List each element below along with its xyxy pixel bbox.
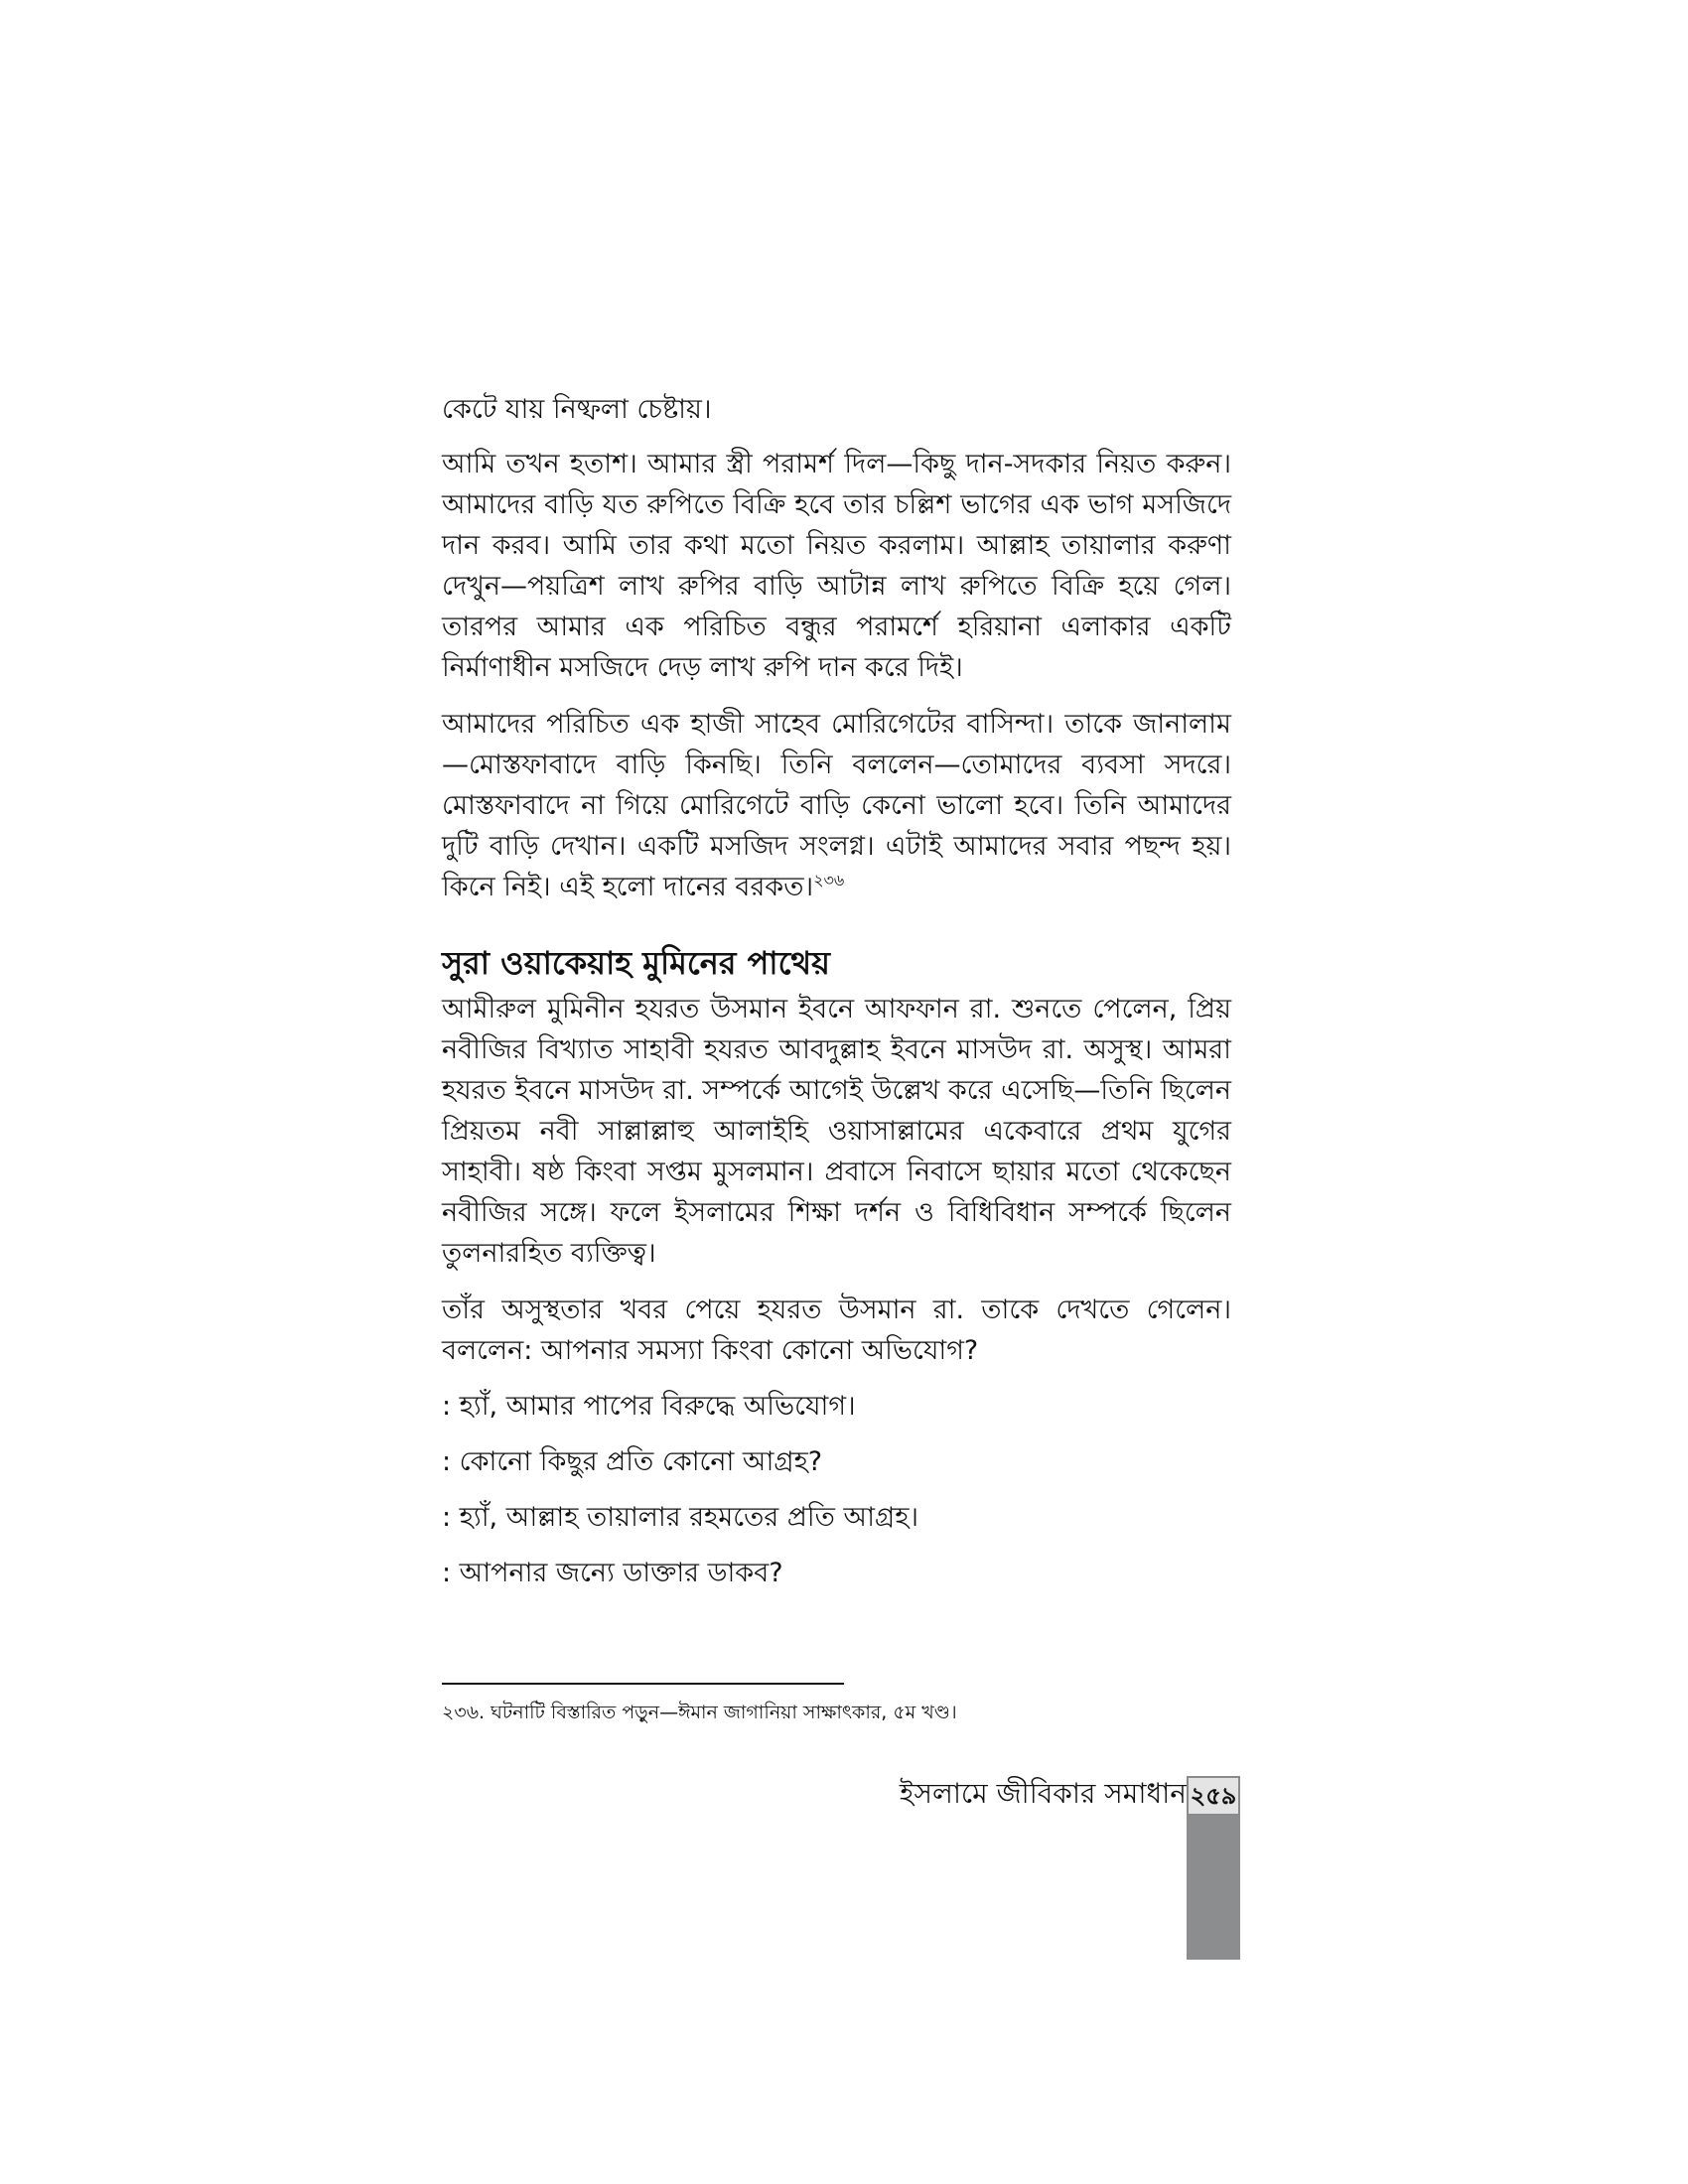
thumb-index-tab bbox=[1187, 1816, 1240, 1960]
paragraph-uthman-visit: আমীরুল মুমিনীন হযরত উসমান ইবনে আফফান রা. শুনতে পেলেন, প্রিয় নবীজির বিখ্যাত সাহাবী হযরত আবদুল্লাহ ইবনে মাসউদ রা. অসুস্থ। আমরা হযরত ইবনে মাসউদ রা. সম্পর্কে আগেই উল্লেখ করে এসেছি—তিনি ছিলেন প্রিয়তম নবী সাল্লাল্লাহু আলাইহি ওয়াসাল্লামের একেবারে প্রথম যুগের সাহাবী। ষষ্ঠ কিংবা সপ্তম মুসলমান। প্রবাসে নিবাসে ছায়ার মতো থেকেছেন নবীজির সঙ্গে। ফলে ইসলামের শিক্ষা দর্শন ও বিধিবিধান সম্পর্কে ছিলেন তুলনারহিত ব্যক্তিত্ব। bbox=[442, 994, 1231, 1269]
page-number: ২৫৯ bbox=[1187, 1776, 1240, 1816]
footnote-reference: ২৩৬ bbox=[813, 871, 845, 889]
dialog-line: : কোনো কিছুর প্রতি কোনো আগ্রহ? bbox=[442, 1446, 823, 1477]
running-footer-title: ইসলামে জীবিকার সমাধান bbox=[899, 1777, 1187, 1810]
paragraph-house-purchase bbox=[442, 704, 1231, 907]
paragraph-illness-news: তাঁর অসুস্থতার খবর পেয়ে হযরত উসমান রা. তাকে দেখতে গেলেন। বললেন: আপনার সমস্যা কিংবা কোনো অভিযোগ? bbox=[442, 1295, 1231, 1366]
footnote: ২৩৬. ঘটনাটি বিস্তারিত পড়ুন—ঈমান জাগানিয়া সাক্ষাৎকার, ৫ম খণ্ড। bbox=[442, 1702, 957, 1723]
footnote-divider bbox=[442, 1683, 844, 1685]
section-heading: সুরা ওয়াকেয়াহ মুমিনের পাথেয় bbox=[442, 944, 830, 982]
dialog-line: : আপনার জন্যে ডাক্তার ডাকব? bbox=[442, 1558, 783, 1588]
main-text bbox=[442, 389, 1231, 1609]
paragraph-donation: আমি তখন হতাশ। আমার স্ত্রী পরামর্শ দিল—কিছু দান-সদকার নিয়ত করুন। আমাদের বাড়ি যত রুপিতে বিক্রি হবে তার চল্লিশ ভাগের এক ভাগ মসজিদে দান করব। আমি তার কথা মতো নিয়ত করলাম। আল্লাহ তায়ালার করুণা দেখুন—পয়ত্রিশ লাখ রুপির বাড়ি আটান্ন লাখ রুপিতে বিক্রি হয়ে গেল। তারপর আমার এক পরিচিত বন্ধুর পরামর্শে হরিয়ানা এলাকার একটি নির্মাণাধীন মসজিদে দেড় লাখ রুপি দান করে দিই। bbox=[442, 449, 1231, 683]
paragraph-house-purchase-text: আমাদের পরিচিত এক হাজী সাহেব মোরিগেটের বাসিন্দা। তাকে জানালাম—মোস্তফাবাদে বাড়ি কিনছি। তিনি বললেন—তোমাদের ব্যবসা সদরে। মোস্তফাবাদে না গিয়ে মোরিগেটে বাড়ি কেনো ভালো হবে। তিনি আমাদের দুটি বাড়ি দেখান। একটি মসজিদ সংলগ্ন। এটাই আমাদের সবার পছন্দ হয়। কিনে নিই। এই হলো দানের বরকত। bbox=[442, 709, 1231, 902]
dialog-line: : হ্যাঁ, আমার পাপের বিরুদ্ধে অভিযোগ। bbox=[442, 1391, 856, 1422]
dialog-line: : হ্যাঁ, আল্লাহ তায়ালার রহমতের প্রতি আগ্রহ। bbox=[442, 1502, 919, 1533]
paragraph-continuation: কেটে যায় নিষ্ফলা চেষ্টায়। bbox=[442, 394, 712, 425]
